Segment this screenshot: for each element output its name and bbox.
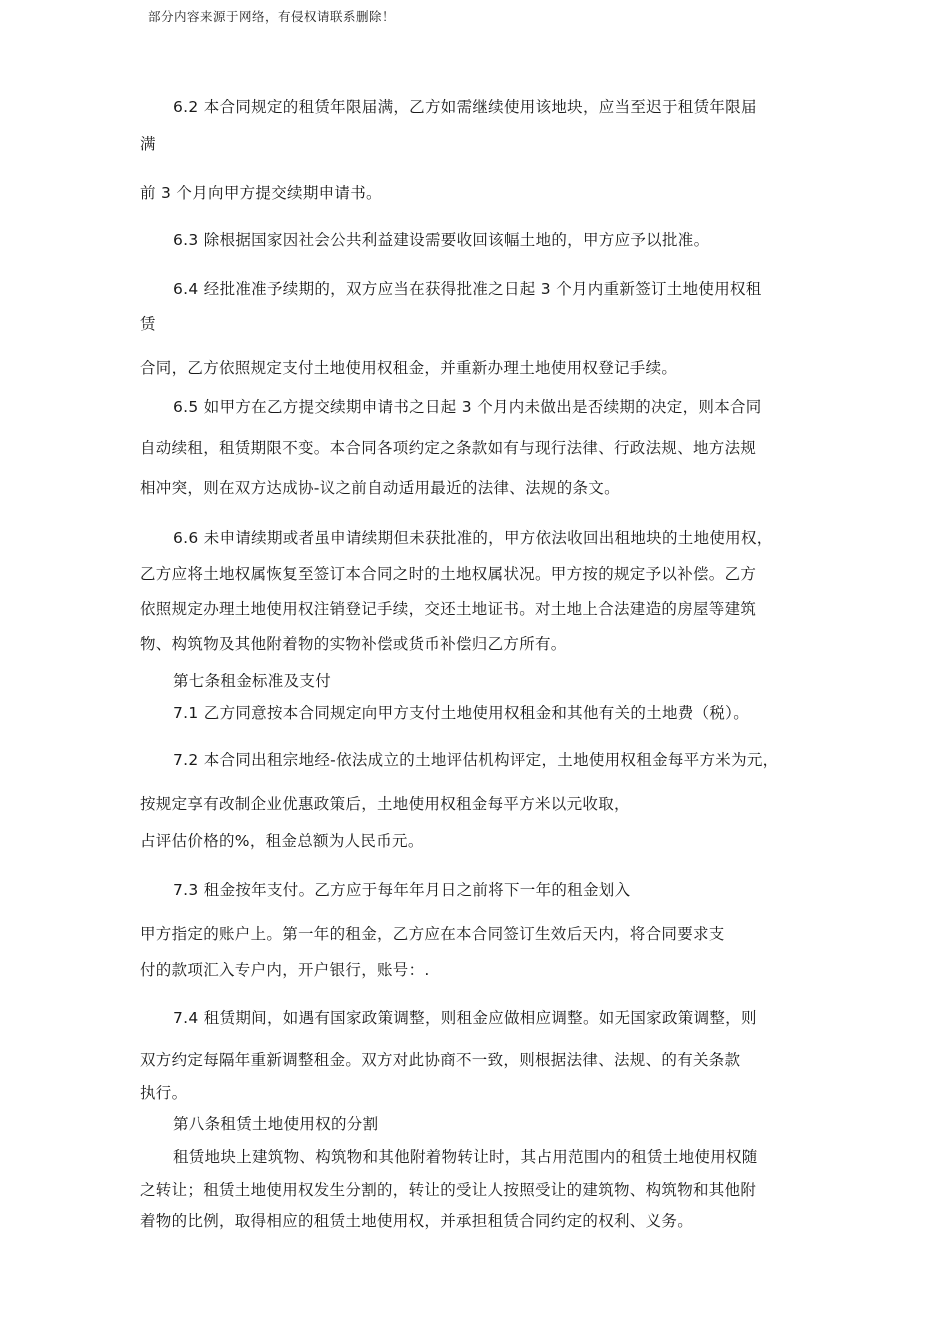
clause-7-2-line-2: 按规定享有改制企业优惠政策后，土地使用权租金每平方米以元收取， (140, 795, 630, 813)
article-8-line-2: 之转让；租赁土地使用权发生分割的，转让的受让人按照受让的建筑物、构筑物和其他附 (140, 1181, 757, 1199)
clause-6-5-line-2: 自动续租，租赁期限不变。本合同各项约定之条款如有与现行法律、行政法规、地方法规 (140, 439, 757, 457)
clause-6-4-line-2: 赁 (140, 315, 156, 333)
clause-7-4-line-1: 7.4 租赁期间，如遇有国家政策调整，则租金应做相应调整。如无国家政策调整，则 (173, 1009, 757, 1027)
clause-7-3-line-1: 7.3 租金按年支付。乙方应于每年年月日之前将下一年的租金划入 (173, 881, 631, 899)
header-note: 部分内容来源于网络，有侵权请联系删除！ (148, 9, 396, 24)
clause-6-5-line-1: 6.5 如甲方在乙方提交续期申请书之日起 3 个月内未做出是否续期的决定，则本合同 (173, 398, 762, 416)
clause-6-6-line-3: 依照规定办理土地使用权注销登记手续，交还土地证书。对土地上合法建造的房屋等建筑 (140, 600, 757, 618)
clause-7-4-line-3: 执行。 (140, 1084, 188, 1102)
clause-6-4-line-1: 6.4 经批准准予续期的，双方应当在获得批准之日起 3 个月内重新签订土地使用权租 (173, 280, 762, 298)
clause-7-2-line-3: 占评估价格的%，租金总额为人民币元。 (140, 832, 424, 850)
clause-6-2-line-1: 6.2 本合同规定的租赁年限届满，乙方如需继续使用该地块，应当至迟于租赁年限届 (173, 98, 757, 116)
article-8-line-3: 着物的比例，取得相应的租赁土地使用权，并承担租赁合同约定的权利、义务。 (140, 1212, 694, 1230)
article-8-heading: 第八条租赁土地使用权的分割 (173, 1115, 379, 1133)
clause-6-2-line-2: 满 (140, 135, 156, 153)
clause-7-3-line-2: 甲方指定的账户上。第一年的租金，乙方应在本合同签订生效后天内，将合同要求支 (140, 925, 725, 943)
clause-6-4-line-3: 合同，乙方依照规定支付土地使用权租金，并重新办理土地使用权登记手续。 (140, 359, 678, 377)
clause-7-3-line-3: 付的款项汇入专户内，开户银行，账号：. (140, 961, 430, 979)
clause-6-6-line-4: 物、构筑物及其他附着物的实物补偿或货币补偿归乙方所有。 (140, 635, 567, 653)
clause-6-2-line-3: 前 3 个月向甲方提交续期申请书。 (140, 184, 382, 202)
article-8-line-1: 租赁地块上建筑物、构筑物和其他附着物转让时，其占用范围内的租赁土地使用权随 (173, 1148, 758, 1166)
clause-7-4-line-2: 双方约定每隔年重新调整租金。双方对此协商不一致，则根据法律、法规、的有关条款 (140, 1051, 741, 1069)
clause-6-6-line-2: 乙方应将土地权属恢复至签订本合同之时的土地权属状况。甲方按的规定予以补偿。乙方 (140, 565, 757, 583)
clause-6-3: 6.3 除根据国家因社会公共利益建设需要收回该幅土地的，甲方应予以批准。 (173, 231, 710, 249)
article-7-heading: 第七条租金标准及支付 (173, 672, 332, 690)
clause-6-6-line-1: 6.6 未申请续期或者虽申请续期但未获批准的，甲方依法收回出租地块的土地使用权， (173, 529, 773, 547)
clause-7-2-line-1: 7.2 本合同出租宗地经-依法成立的土地评估机构评定，土地使用权租金每平方米为元， (173, 751, 779, 769)
clause-7-1: 7.1 乙方同意按本合同规定向甲方支付土地使用权租金和其他有关的土地费（税）。 (173, 704, 750, 722)
clause-6-5-line-3: 相冲突，则在双方达成协-议之前自动适用最近的法律、法规的条文。 (140, 479, 620, 497)
